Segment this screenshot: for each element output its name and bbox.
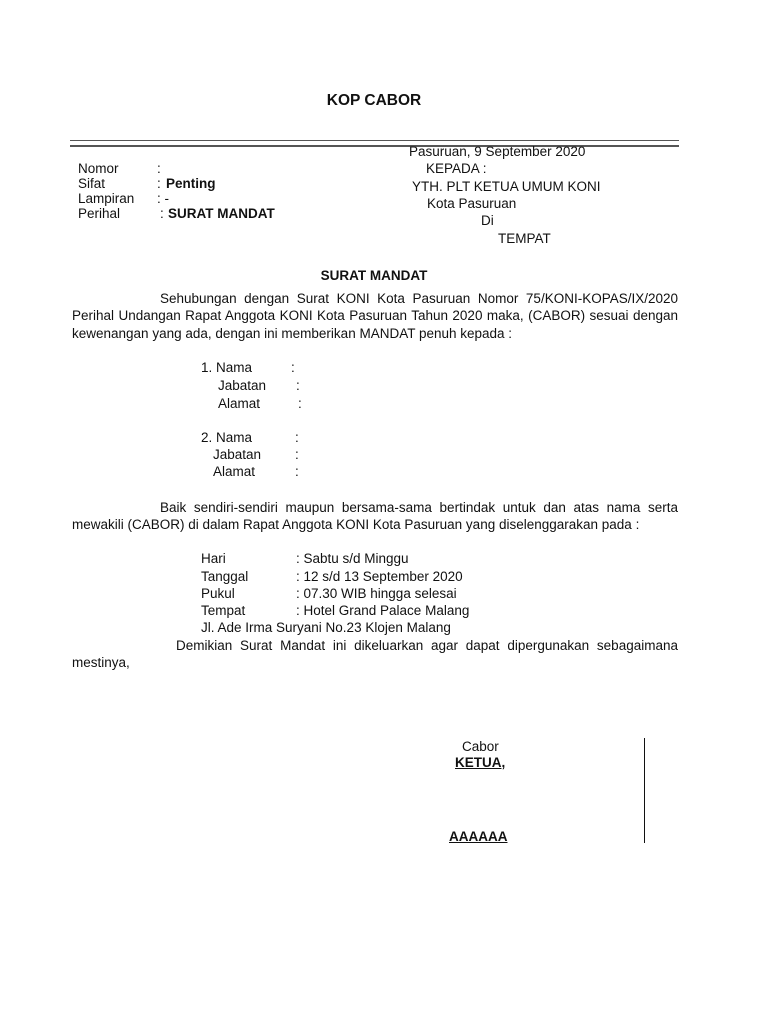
meta-perihal-colon: :: [160, 206, 164, 221]
paragraph-intro: Sehubungan dengan Surat KONI Kota Pasuruan Nomor 75/KONI-KOPAS/IX/2020 Perihal Undangan Rapat Anggota KONI Kota Pasuruan Tahun 2020 maka, (CABOR) sesuai dengan kewenangan yang ada, dengan ini memberikan MANDAT penuh kepada :: [72, 291, 678, 341]
meta-perihal-label: Perihal: [78, 206, 121, 221]
letter-date: Pasuruan, 9 September 2020: [409, 144, 586, 159]
signature-vertical-line: [644, 738, 645, 843]
person1-jabatan-colon: :: [296, 378, 300, 393]
recipient-kepada: KEPADA :: [426, 161, 487, 176]
person2-nama-colon: :: [295, 430, 299, 445]
recipient-line-3: Di: [481, 213, 494, 228]
schedule-hari-label: Hari: [201, 551, 226, 566]
person2-nama-label: 2. Nama: [201, 430, 253, 445]
schedule-tanggal-label: Tanggal: [201, 569, 249, 584]
recipient-line-1: YTH. PLT KETUA UMUM KONI: [412, 179, 601, 194]
paragraph-closing: Demikian Surat Mandat ini dikeluarkan agar dapat dipergunakan sebagaimana mestinya,: [72, 638, 678, 671]
schedule-pukul-value: : 07.30 WIB hingga selesai: [296, 586, 457, 601]
meta-nomor-value: :: [157, 161, 161, 176]
schedule-hari-value: : Sabtu s/d Minggu: [296, 551, 409, 566]
person2-alamat-label: Alamat: [213, 464, 256, 479]
signature-org: Cabor: [462, 739, 499, 754]
meta-sifat-value: Penting: [166, 176, 216, 191]
person2-alamat-colon: :: [295, 464, 299, 479]
schedule-address: Jl. Ade Irma Suryani No.23 Klojen Malang: [201, 620, 451, 635]
signature-name: AAAAAA: [449, 829, 508, 844]
schedule-tanggal-value: : 12 s/d 13 September 2020: [296, 569, 463, 584]
meta-nomor-label: Nomor: [78, 161, 119, 176]
letter-title: SURAT MANDAT: [320, 268, 428, 283]
paragraph-mandate: Baik sendiri-sendiri maupun bersama-sama bertindak untuk dan atas nama serta mewakili (CABOR) di dalam Rapat Anggota KONI Kota Pasuruan yang diselenggarakan pada :: [72, 500, 678, 533]
meta-sifat-colon: :: [157, 176, 161, 191]
person1-nama-colon: :: [291, 360, 295, 375]
schedule-tempat-value: : Hotel Grand Palace Malang: [296, 603, 470, 618]
meta-perihal-value: SURAT MANDAT: [168, 206, 275, 221]
person1-jabatan-label: Jabatan: [218, 378, 267, 393]
schedule-pukul-label: Pukul: [201, 586, 235, 601]
meta-sifat-label: Sifat: [78, 176, 106, 191]
person1-nama-label: 1. Nama: [201, 360, 253, 375]
person2-jabatan-colon: :: [295, 447, 299, 462]
person2-jabatan-label: Jabatan: [213, 447, 262, 462]
letterhead-title: KOP CABOR: [326, 92, 422, 109]
schedule-tempat-label: Tempat: [201, 603, 246, 618]
meta-lampiran-value: : -: [157, 191, 169, 206]
meta-lampiran-label: Lampiran: [78, 191, 135, 206]
letterhead-divider: [70, 140, 679, 147]
recipient-line-2: Kota Pasuruan: [427, 196, 517, 211]
person1-alamat-label: Alamat: [218, 396, 261, 411]
signature-role: KETUA,: [455, 755, 506, 770]
recipient-line-4: TEMPAT: [498, 231, 551, 246]
person1-alamat-colon: :: [298, 396, 302, 411]
